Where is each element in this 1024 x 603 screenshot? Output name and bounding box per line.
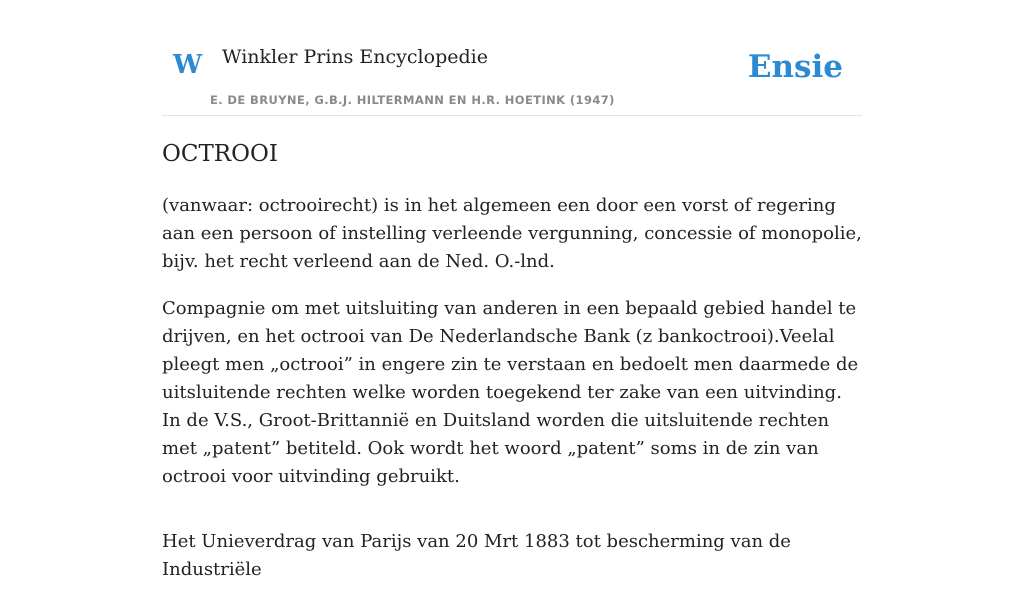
entry-paragraph: (vanwaar: octrooirecht) is in het algemeen een door een vorst of regering aan een persoon of instelling verleende vergunning, concessie of monopolie, bijv. het recht verleend aan de Ned. O.-lnd. bbox=[162, 195, 862, 272]
winkler-prins-logo[interactable]: W bbox=[173, 50, 203, 80]
entry-body bbox=[162, 192, 862, 603]
entry-title: OCTROOI bbox=[162, 141, 278, 167]
entry-paragraph: Het Unieverdrag van Parijs van 20 Mrt 1883 tot bescherming van de Industriële bbox=[162, 531, 791, 580]
entry-paragraph: Compagnie om met uitsluiting van anderen in een bepaald gebied handel te drijven, en het octrooi van De Nederlandsche Bank (z bankoctrooi).Veelal pleegt men „octrooi” in engere zin te verstaan en bedoelt men daarmede de uitsluitende rechten welke worden toegekend ter zake van een uitvinding. In de V.S., Groot-Brittannië en Duitsland worden die uitsluitende rechten met „patent” betiteld. Ook wordt het woord „patent” soms in de zin van octrooi voor uitvinding gebruikt. bbox=[162, 298, 859, 487]
ensie-logo[interactable]: Ensie bbox=[747, 49, 843, 85]
book-title[interactable]: Winkler Prins Encyclopedie bbox=[222, 46, 488, 68]
site-header bbox=[162, 0, 862, 116]
book-authors: E. DE BRUYNE, G.B.J. HILTERMANN EN H.R. HOETINK (1947) bbox=[210, 93, 615, 107]
page bbox=[162, 0, 862, 580]
